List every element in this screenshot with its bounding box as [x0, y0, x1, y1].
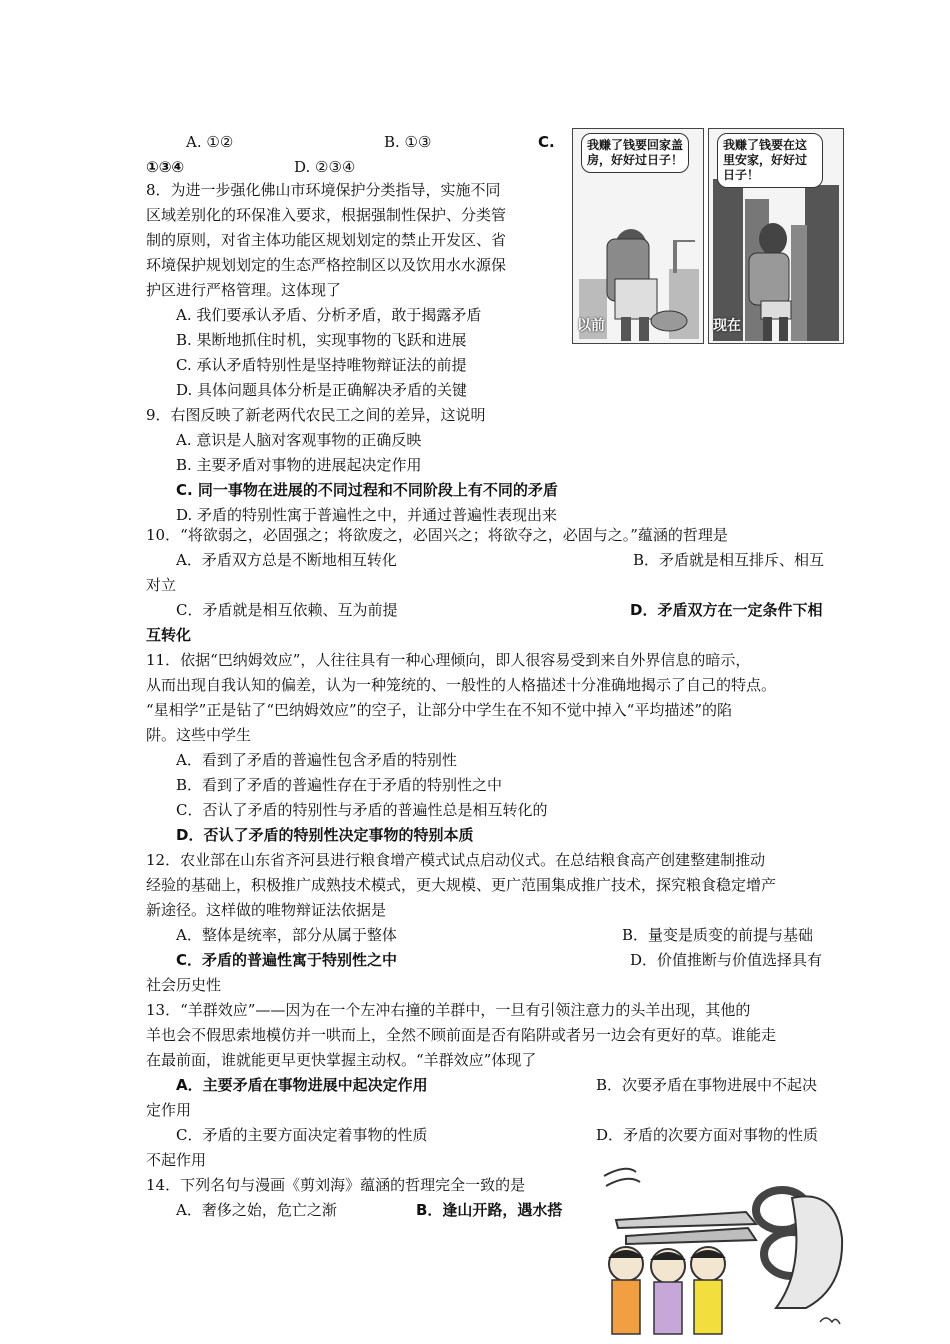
q8-stem-line-1: 8．为进一步强化佛山市环境保护分类指导，实施不同 — [146, 181, 501, 199]
q7-option-d: D. ②③④ — [294, 158, 356, 176]
q13-option-b: B．次要矛盾在事物进展中不起决 — [596, 1076, 818, 1094]
bangs-scissors-cartoon — [596, 1158, 846, 1336]
q8-stem-line-5: 护区进行严格管理。这体现了 — [146, 281, 342, 299]
cartoon-panel-before — [572, 128, 704, 344]
q13-stem-line-2: 羊也会不假思索地模仿并一哄而上，全然不顾前面是否有陷阱或者另一边会有更好的草。谁能走 — [146, 1026, 777, 1044]
q10-stem: 10．“将欲弱之，必固强之；将欲废之，必固兴之；将欲夺之，必固与之。”蕴涵的哲理是 — [146, 526, 728, 544]
q11-option-d: D．否认了矛盾的特别性决定事物的特别本质 — [176, 826, 474, 844]
q7-option-c-text: ①③④ — [146, 158, 185, 176]
q14-stem: 14．下列名句与漫画《剪刘海》蕴涵的哲理完全一致的是 — [146, 1176, 526, 1194]
q8-stem-line-3: 制的原则，对省主体功能区规划划定的禁止开发区、省 — [146, 231, 507, 249]
q8-stem-line-2: 区域差别化的环保准入要求，根据强制性保护、分类管 — [146, 206, 507, 224]
q8-option-c: C. 承认矛盾特别性是坚持唯物辩证法的前提 — [176, 356, 467, 374]
q12-stem-line-2: 经验的基础上，积极推广成熟技术模式，更大规模、更广范围集成推广技术，探究粮食稳定增产 — [146, 876, 777, 894]
q12-stem-line-3: 新途径。这样做的唯物辩证法依据是 — [146, 901, 387, 919]
q9-stem: 9．右图反映了新老两代农民工之间的差异，这说明 — [146, 406, 486, 424]
q13-stem-line-3: 在最前面，谁就能更早更快掌握主动权。“羊群效应”体现了 — [146, 1051, 537, 1069]
cartoon-before-speech-bubble: 我赚了钱要回家盖房，好好过日子！ — [581, 133, 689, 173]
q13-option-b-cont: 定作用 — [146, 1101, 192, 1119]
q9-option-b: B. 主要矛盾对事物的进展起决定作用 — [176, 456, 422, 474]
q9-option-d: D. 矛盾的特别性寓于普遍性之中，并通过普遍性表现出来 — [176, 506, 558, 524]
cartoon-before-label: 以前 — [577, 318, 605, 334]
q13-option-c: C．矛盾的主要方面决定着事物的性质 — [176, 1126, 428, 1144]
q10-option-d: D．矛盾双方在一定条件下相 — [630, 601, 823, 619]
q14-option-b: B．逢山开路，遇水搭 — [416, 1201, 563, 1219]
q13-option-d-cont: 不起作用 — [146, 1151, 207, 1169]
cartoon-after-label: 现在 — [713, 318, 741, 334]
q11-stem-line-1: 11．依据“巴纳姆效应”，人往往具有一种心理倾向，即人很容易受到来自外界信息的暗示， — [146, 651, 751, 669]
migrant-worker-cartoon — [572, 128, 844, 346]
q8-option-a: A. 我们要承认矛盾、分析矛盾，敢于揭露矛盾 — [176, 306, 482, 324]
cartoon-panel-after — [708, 128, 844, 344]
q11-option-a: A．看到了矛盾的普遍性包含矛盾的特别性 — [176, 751, 457, 769]
q12-stem-line-1: 12．农业部在山东省齐河县进行粮食增产模式试点启动仪式。在总结粮食高产创建整建制推动 — [146, 851, 766, 869]
q9-option-a: A. 意识是人脑对客观事物的正确反映 — [176, 431, 422, 449]
q10-option-c: C．矛盾就是相互依赖、互为前提 — [176, 601, 398, 619]
cartoon-after-speech-bubble: 我赚了钱要在这里安家，好好过日子！ — [717, 133, 823, 188]
q10-option-d-cont: 互转化 — [146, 626, 192, 644]
q12-option-a: A．整体是统率，部分从属于整体 — [176, 926, 397, 944]
q11-stem-line-3: “星相学”正是钻了“巴纳姆效应”的空子，让部分中学生在不知不觉中掉入“平均描述”的陷 — [146, 701, 733, 719]
q11-option-c: C．否认了矛盾的特别性与矛盾的普遍性总是相互转化的 — [176, 801, 548, 819]
q7-option-b: B. ①③ — [384, 133, 432, 151]
q10-option-b: B．矛盾就是相互排斥、相互 — [633, 551, 825, 569]
q7-option-c-label: C. — [538, 133, 555, 151]
q12-option-d-cont: 社会历史性 — [146, 976, 222, 994]
q12-option-d: D．价值推断与价值选择具有 — [630, 951, 823, 969]
q13-option-d: D．矛盾的次要方面对事物的性质 — [596, 1126, 819, 1144]
q11-option-b: B．看到了矛盾的普遍性存在于矛盾的特别性之中 — [176, 776, 503, 794]
q10-option-b-cont: 对立 — [146, 576, 177, 594]
q8-option-d: D. 具体问题具体分析是正确解决矛盾的关键 — [176, 381, 468, 399]
q8-option-b: B. 果断地抓住时机，实现事物的飞跃和进展 — [176, 331, 467, 349]
q9-option-c: C. 同一事物在进展的不同过程和不同阶段上有不同的矛盾 — [176, 481, 558, 499]
q13-option-a: A．主要矛盾在事物进展中起决定作用 — [176, 1076, 428, 1094]
q11-stem-line-2: 从而出现自我认知的偏差，认为一种笼统的、一般性的人格描述十分准确地揭示了自己的特点。 — [146, 676, 777, 694]
q10-option-a: A．矛盾双方总是不断地相互转化 — [176, 551, 397, 569]
q7-option-a: A. ①② — [186, 133, 234, 151]
q13-stem-line-1: 13．“羊群效应”——因为在一个左冲右撞的羊群中，一旦有引领注意力的头羊出现，其他的 — [146, 1001, 751, 1019]
q14-option-a: A．奢侈之始，危亡之渐 — [176, 1201, 337, 1219]
q12-option-b: B．量变是质变的前提与基础 — [622, 926, 814, 944]
q8-stem-line-4: 环境保护规划划定的生态严格控制区以及饮用水水源保 — [146, 256, 507, 274]
q11-stem-line-4: 阱。这些中学生 — [146, 726, 252, 744]
q12-option-c: C．矛盾的普遍性寓于特别性之中 — [176, 951, 398, 969]
